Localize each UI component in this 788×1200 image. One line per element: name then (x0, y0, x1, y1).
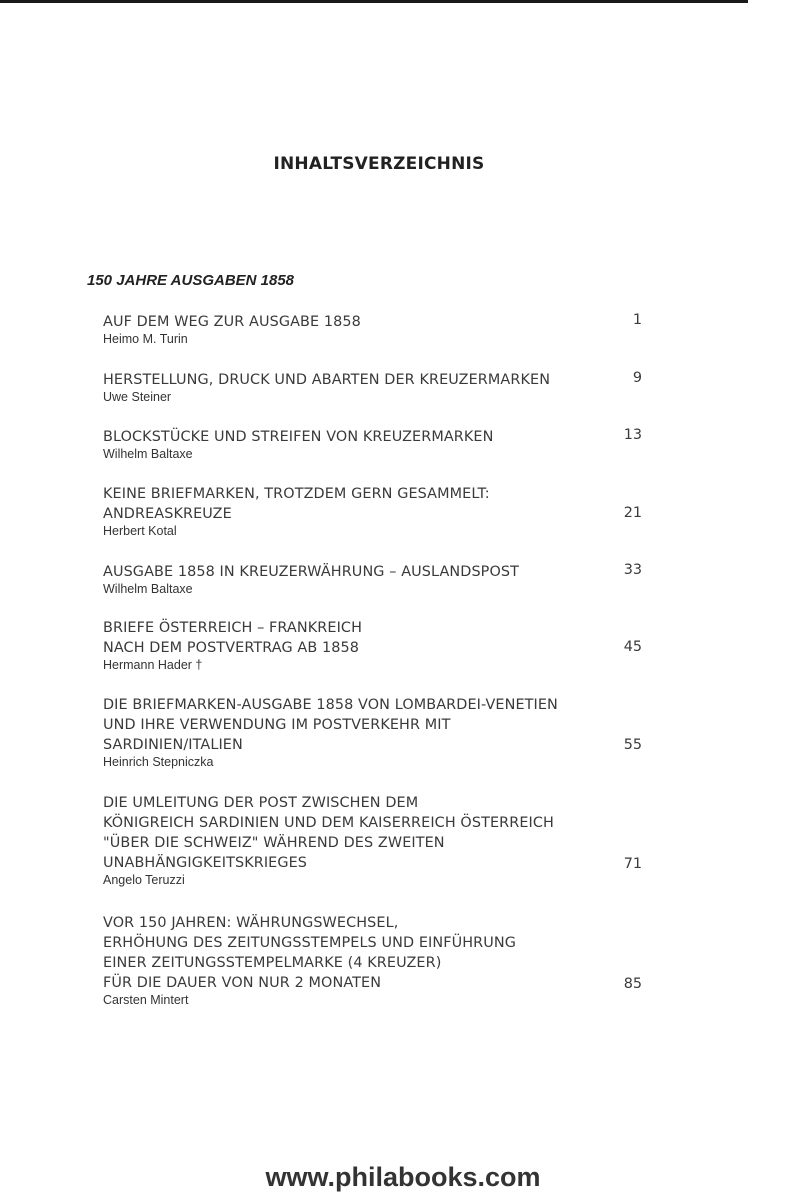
entry-title-line: UND IHRE VERWENDUNG IM POSTVERKEHR MIT (103, 717, 451, 733)
entry-title-line: KÖNIGREICH SARDINIEN UND DEM KAISERREICH ÖSTERREICH (103, 815, 554, 831)
entry-title-line: UNABHÄNGIGKEITSKRIEGES (103, 855, 308, 871)
entry-title-line: "ÜBER DIE SCHWEIZ" WÄHREND DES ZWEITEN (103, 835, 445, 851)
toc-entry (103, 484, 648, 539)
entry-title-line: NACH DEM POSTVERTRAG AB 1858 (103, 640, 360, 656)
entry-author: Heimo M. Turin (103, 332, 188, 346)
entry-title-line: ANDREASKREUZE (103, 506, 232, 522)
toc-entry (103, 312, 648, 347)
entry-title-line: FÜR DIE DAUER VON NUR 2 MONATEN (103, 975, 382, 991)
entry-page-number: 21 (623, 505, 642, 521)
entry-title-line: VOR 150 JAHREN: WÄHRUNGSWECHSEL, (103, 915, 399, 931)
page-title: INHALTSVERZEICHNIS (273, 154, 485, 174)
entry-title-line: DIE BRIEFMARKEN-AUSGABE 1858 VON LOMBARDEI-VENETIEN (103, 697, 558, 713)
entry-page-number: 9 (632, 370, 642, 386)
entry-page-number: 13 (623, 427, 642, 443)
entry-title-line: DIE UMLEITUNG DER POST ZWISCHEN DEM (103, 795, 419, 811)
entry-title-line: AUSGABE 1858 IN KREUZERWÄHRUNG – AUSLANDSPOST (103, 564, 520, 580)
toc-entry (103, 370, 648, 405)
section-heading: 150 JAHRE AUSGABEN 1858 (87, 272, 295, 289)
toc-entry (103, 427, 648, 462)
entry-author: Carsten Mintert (103, 993, 189, 1007)
toc-entry (103, 562, 648, 597)
footer-url[interactable]: www.philabooks.com (265, 1162, 541, 1192)
entry-author: Hermann Hader † (103, 658, 203, 672)
entry-title-line: BLOCKSTÜCKE UND STREIFEN VON KREUZERMARKEN (103, 429, 494, 445)
entry-page-number: 71 (623, 856, 642, 872)
entry-page-number: 45 (623, 639, 642, 655)
entry-title-line: EINER ZEITUNGSSTEMPELMARKE (4 KREUZER) (103, 955, 442, 971)
entry-author: Wilhelm Baltaxe (103, 582, 193, 596)
toc-entry (103, 695, 648, 770)
entry-page-number: 85 (623, 976, 642, 992)
entry-author: Herbert Kotal (103, 524, 177, 538)
entry-title-line: HERSTELLUNG, DRUCK UND ABARTEN DER KREUZERMARKEN (103, 372, 551, 388)
entry-title-line: SARDINIEN/ITALIEN (103, 737, 243, 753)
entry-author: Heinrich Stepniczka (103, 755, 214, 769)
entry-title-line: BRIEFE ÖSTERREICH – FRANKREICH (103, 620, 362, 636)
entry-title-line: ERHÖHUNG DES ZEITUNGSSTEMPELS UND EINFÜHRUNG (103, 935, 517, 951)
entry-page-number: 55 (623, 737, 642, 753)
entry-title-line: AUF DEM WEG ZUR AUSGABE 1858 (103, 314, 361, 330)
entry-author: Wilhelm Baltaxe (103, 447, 193, 461)
entry-title-line: KEINE BRIEFMARKEN, TROTZDEM GERN GESAMMELT: (103, 486, 490, 502)
entry-page-number: 1 (632, 312, 642, 328)
entry-author: Uwe Steiner (103, 390, 172, 404)
toc-entry (103, 793, 648, 888)
page-top-edge (0, 0, 748, 3)
entry-page-number: 33 (623, 562, 642, 578)
toc-entry (103, 913, 648, 1008)
entry-author: Angelo Teruzzi (103, 873, 185, 887)
toc-entry (103, 618, 648, 673)
